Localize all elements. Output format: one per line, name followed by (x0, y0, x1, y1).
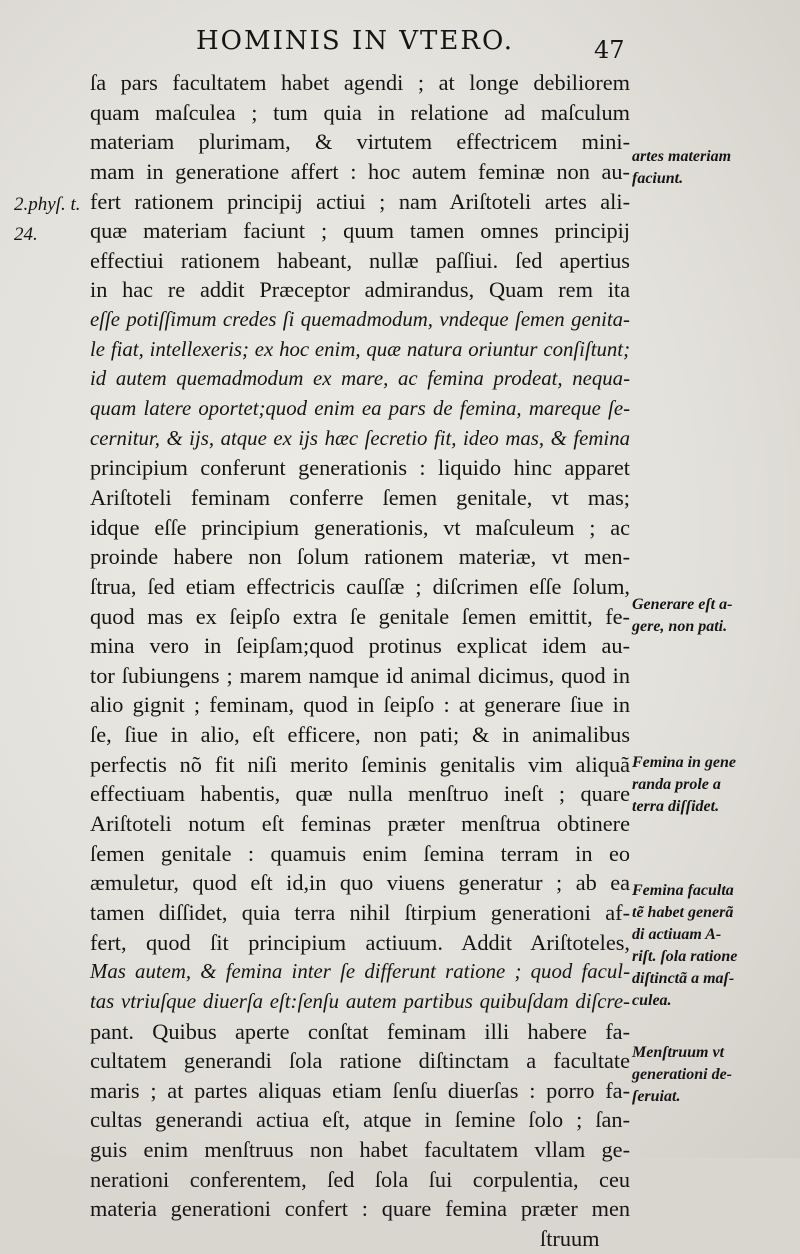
text-line: quam maſculea ; tum quia in relatione ad maſculum (90, 99, 630, 125)
marginal-note-line: artes materiam (632, 148, 732, 165)
text-line: tor ſubiungens ; marem namque id animal dicimus, quod in (90, 662, 630, 688)
text-line-italic: eſſe potiſſimum credes ſi quemadmodum, vndeque ſemen genita- (90, 308, 630, 332)
text-line: effectiuam habentis, quæ nulla menſtruo ineſt ; quare (90, 781, 630, 807)
text-line: quæ materiam faciunt ; quum tamen omnes principij (90, 218, 630, 244)
text-line: quod mas ex ſeipſo extra ſe genitale ſemen emittit, fe- (90, 603, 630, 629)
catchword: ſtruum (540, 1225, 600, 1251)
text-line: ſemen genitale : quamuis enim ſemina terram in eo (90, 840, 630, 866)
text-line-italic: cernitur, & ijs, atque ex ijs hæc ſecretio fit, ideo mas, & femina (90, 426, 630, 450)
text-line: materia generationi confert : quare femina præter men (90, 1196, 630, 1222)
text-line: mina vero in ſeipſam;quod protinus explicat idem au- (90, 633, 630, 659)
marginal-note-line: culea. (632, 992, 672, 1009)
marginal-note-line: randa prole a (632, 776, 721, 793)
body-text (90, 68, 630, 1254)
text-line: Ariſtoteli feminam conferre ſemen genitale, vt mas; (90, 484, 630, 510)
marginal-note (632, 752, 798, 818)
text-line: guis enim menſtruus non habet facultatem vllam ge- (90, 1137, 630, 1163)
text-line: proinde habere non ſolum rationem materiæ, vt men- (90, 544, 630, 570)
text-line: ſe, ſiue in alio, eſt efficere, non pati; & in animalibus (90, 722, 630, 748)
left-margin-reference (14, 190, 81, 250)
marginal-note-line: diſtinctã a maſ- (632, 970, 735, 987)
text-line: maris ; at partes aliquas etiam ſenſu diuerſas : porro fa- (90, 1077, 630, 1103)
running-title: HOMINIS IN VTERO. (196, 26, 514, 56)
marginal-note-line: ſeruiat. (632, 1088, 681, 1105)
marginal-note-line: Femina in gene (632, 754, 737, 771)
marginal-note-line: Generare eſt a- (632, 596, 733, 613)
text-line: cultatem generandi ſola ratione diſtinctam a facultate (90, 1048, 630, 1074)
marginal-note (632, 880, 798, 1012)
text-line: ſa pars facultatem habet agendi ; at longe debiliorem (90, 70, 630, 95)
text-line-italic: tas vtriuſque diuerſa eſt:ſenſu autem partibus quibuſdam diſcre- (90, 989, 630, 1013)
text-line-italic: id autem quemadmodum ex mare, ac femina prodeat, nequa- (90, 367, 630, 391)
text-line: mam in generatione affert : hoc autem feminæ non au- (90, 158, 630, 184)
text-line: effectiui rationem habeant, nullæ paſſiui. ſed apertius (90, 247, 630, 273)
text-line-italic: le fiat, intellexeris; ex hoc enim, quæ natura oriuntur conſiſtunt; (90, 337, 630, 361)
text-line: fert rationem principij actiui ; nam Ariſtoteli artes ali- (90, 188, 630, 214)
marginal-note (632, 594, 798, 638)
text-line: materiam plurimam, & virtutem effectricem mini- (90, 129, 630, 155)
marginal-note (632, 146, 798, 190)
text-line: nerationi conferentem, ſed ſola ſui corpulentia, ceu (90, 1166, 630, 1192)
text-line: alio gignit ; feminam, quod in ſeipſo : at generare ſiue in (90, 692, 630, 718)
text-line: fert, quod ſit principium actiuum. Addit Ariſtoteles, (90, 929, 630, 955)
text-line: Ariſtoteli notum eſt feminas præter menſtrua obtinere (90, 811, 630, 837)
text-line: æmuletur, quod eſt id,in quo viuens generatur ; ab ea (90, 870, 630, 896)
text-line-italic: quam latere oportet;quod enim ea pars de femina, mareque ſe- (90, 397, 630, 421)
marginal-note-line: generationi de- (632, 1066, 732, 1083)
text-line: pant. Quibus aperte conſtat feminam illi habere fa- (90, 1018, 630, 1044)
text-line: tamen diſſidet, quia terra nihil ſtirpium generationi af- (90, 899, 630, 925)
marginal-note (632, 1042, 798, 1108)
marginal-note-line: Menſtruum vt (632, 1044, 725, 1061)
text-line: cultas generandi actiua eſt, atque in ſemine ſolo ; ſan- (90, 1107, 630, 1133)
text-line: perfectis nõ fit niſi merito ſeminis genitalis vim aliquã (90, 751, 630, 777)
text-line-italic: Mas autem, & femina inter ſe differunt ratione ; quod facul- (90, 960, 630, 984)
marginal-note-line: Femina faculta (632, 882, 734, 899)
marginal-note-line: faciunt. (632, 170, 684, 187)
marginal-note-line: riſt. ſola ratione (632, 948, 738, 965)
text-line: ſtrua, ſed etiam effectricis cauſſæ ; diſcrimen eſſe ſolum, (90, 573, 630, 599)
text-line: principium conferunt generationis : liquido hinc apparet (90, 455, 630, 481)
margin-reference-line: 24. (14, 224, 38, 245)
marginal-note-line: tẽ habet generã (632, 904, 734, 921)
text-line: in hac re addit Præceptor admirandus, Quam rem ita (90, 277, 630, 303)
margin-reference-line: 2.phyſ. t. (14, 194, 81, 215)
marginal-note-line: di actiuam A- (632, 926, 722, 943)
page-number: 47 (594, 36, 625, 64)
marginal-note-line: gere, non pati. (632, 618, 728, 635)
text-line: idque eſſe principium generationis, vt maſculeum ; ac (90, 514, 630, 540)
marginal-note-line: terra diſſidet. (632, 798, 720, 815)
